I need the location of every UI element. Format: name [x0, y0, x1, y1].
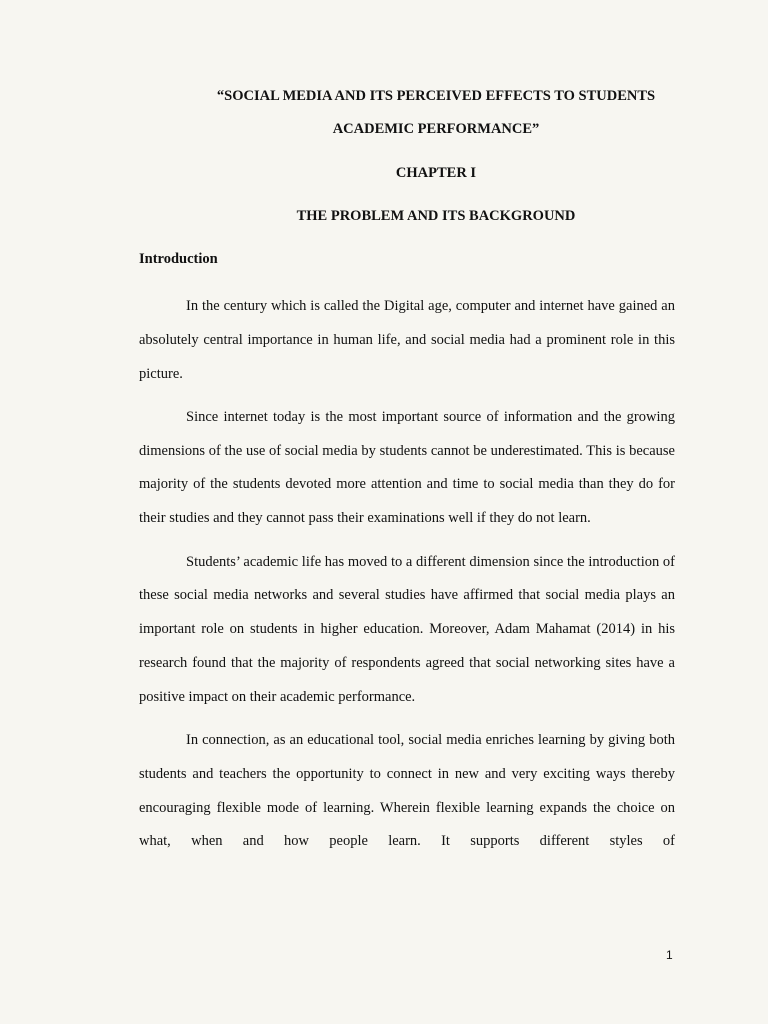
page-number: 1 [666, 948, 673, 962]
paragraph-1: In the century which is called the Digital age, computer and internet have gained an absolutely central importance in human life, and social media had a prominent role in this picture. [139, 298, 675, 382]
chapter-label: CHAPTER I [395, 165, 477, 181]
document-title-line-2: ACADEMIC PERFORMANCE” [332, 121, 540, 137]
chapter-title: THE PROBLEM AND ITS BACKGROUND [296, 208, 576, 224]
paragraph-2: Since internet today is the most important source of information and the growing dimensions of the use of social media by students cannot be underestimated. This is because majority of the students devoted more attention and time to social media than they do for their studies and they cannot pass their examinations well if they do not learn. [139, 408, 675, 527]
section-heading: Introduction [139, 251, 218, 267]
paragraph-3: Students’ academic life has moved to a different dimension since the introduction of these social media networks and several studies have affirmed that social media plays an important role on students in higher education. Moreover, Adam Mahamat (2014) in his research found that the majority of respondents agreed that social networking sites have a positive impact on their academic performance. [139, 553, 675, 705]
body-text [139, 290, 675, 869]
paragraph-4: In connection, as an educational tool, social media enriches learning by giving both students and teachers the opportunity to connect in new and very exciting ways thereby encouraging flexible mode of learning. Wherein flexible learning expands the choice on what, when and how people learn. It supports different styles of [139, 732, 675, 850]
document-title-line-1: “SOCIAL MEDIA AND ITS PERCEIVED EFFECTS TO STUDENTS [216, 88, 656, 104]
